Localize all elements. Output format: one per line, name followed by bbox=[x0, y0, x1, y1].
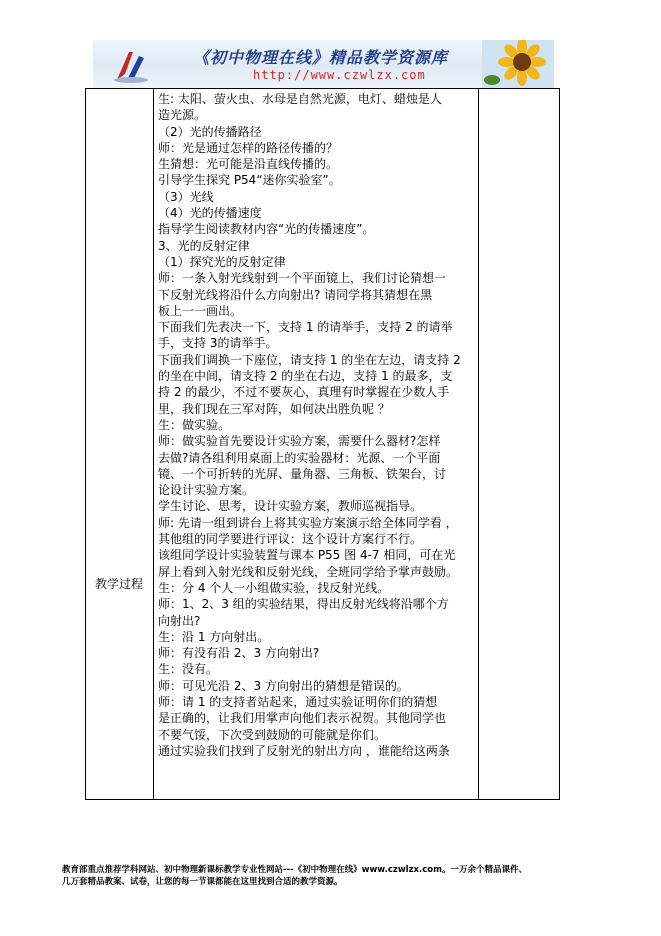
table-divider-1 bbox=[153, 88, 154, 800]
content-line: （3）光线 bbox=[158, 189, 214, 204]
page-footer bbox=[62, 864, 622, 888]
content-line: 向射出? bbox=[158, 613, 201, 628]
content-line: 引导学生探究 P54“迷你实验室”。 bbox=[158, 173, 341, 188]
content-line: 该组同学设计实验装置与课本 P55 图 4-7 相同，可在光 bbox=[158, 548, 456, 563]
content-line: 师：一条入射光线射到一个平面镜上，我们讨论猜想一 bbox=[158, 271, 447, 286]
content-line: 下面我们调换一下座位，请支持 1 的坐在左边，请支持 2 bbox=[158, 352, 461, 367]
table-divider-2 bbox=[478, 88, 479, 800]
content-line: 手，支持 3的请举手。 bbox=[158, 336, 278, 351]
content-line: 造光源。 bbox=[158, 108, 207, 123]
table-right-border bbox=[559, 88, 560, 800]
content-line: 师：有没有沿 2、3 方向射出? bbox=[158, 646, 320, 661]
content-line: 板上一一画出。 bbox=[158, 303, 243, 318]
content-line: 师：做实验首先要设计实验方案，需要什么器材?怎样 bbox=[158, 434, 441, 449]
content-line: （1）探究光的反射定律 bbox=[158, 254, 286, 269]
table-bottom-border bbox=[85, 799, 560, 800]
header-banner bbox=[93, 40, 554, 88]
content-line: 生：做实验。 bbox=[158, 417, 231, 432]
content-line: 师：可见光沿 2、3 方向射出的猜想是错误的。 bbox=[158, 678, 409, 693]
content-line: 生：沿 1 方向射出。 bbox=[158, 629, 270, 644]
table-top-border bbox=[85, 88, 560, 89]
content-line: 指导学生阅读教材内容“光的传播速度”。 bbox=[158, 222, 375, 237]
content-line: 论设计实验方案。 bbox=[158, 483, 255, 498]
footer-line-2: 几万套精品教案、试卷，让您的每一节课都能在这里找到合适的教学资源。 bbox=[62, 877, 343, 887]
banner-url: http://www.czwlzx.com bbox=[253, 68, 426, 82]
content-line: 师：请 1 的支持者站起来，通过实验证明你们的猜想 bbox=[158, 694, 438, 709]
content-line: 的坐在中间，请支持 2 的坐在右边，支持 1 的最多，支 bbox=[158, 369, 453, 384]
content-line: 通过实验我们找到了反射光的射出方向 ，谁能给这两条 bbox=[158, 743, 450, 758]
content-line: 持 2 的最少，不过不要灰心，真理有时掌握在少数人手 bbox=[158, 385, 450, 400]
content-line: 不要气馁，下次受到鼓励的可能就是你们。 bbox=[158, 727, 387, 742]
content-line: （4）光的传播速度 bbox=[158, 206, 262, 221]
content-line: 生：分 4 个人一小组做实验，找反射光线。 bbox=[158, 580, 390, 595]
table-left-border bbox=[85, 88, 86, 800]
content-line: 下反射光线将沿什么方向射出? 请同学将其猜想在黑 bbox=[158, 287, 433, 302]
row-label-teaching-process: 教学过程 bbox=[94, 577, 143, 591]
content-line: 屏上看到入射光线和反射光线，全班同学给予掌声鼓励。 bbox=[158, 564, 459, 579]
content-line: 镜、一个可折转的光屏、量角器、三角板、铁架台，讨 bbox=[158, 466, 447, 481]
content-line: 生: 太阳、萤火虫、水母是自然光源，电灯、蜡烛是人 bbox=[158, 92, 442, 106]
content-line: 学生讨论、思考，设计实验方案，教师巡视指导。 bbox=[158, 499, 423, 514]
content-line: 师: 先请一组到讲台上将其实验方案演示给全体同学看 ， bbox=[158, 515, 458, 530]
content-line: 下面我们先表决一下，支持 1 的请举手，支持 2 的请举 bbox=[158, 320, 453, 335]
logo-icon bbox=[111, 46, 151, 84]
content-line: 是正确的，让我们用掌声向他们表示祝贺。其他同学也 bbox=[158, 711, 447, 726]
content-line: 3、光的反射定律 bbox=[158, 238, 250, 253]
content-line: 生猜想：光可能是沿直线传播的。 bbox=[158, 157, 339, 172]
content-line: 去做?请各组利用桌面上的实验器材：光源、一个平面 bbox=[158, 450, 441, 465]
footer-line-1: 教育部重点推荐学科网站、初中物理新课标教学专业性网站---《初中物理在线》www.czwlzx.com。一万余个精品课件、 bbox=[62, 865, 527, 875]
lesson-content bbox=[158, 91, 478, 759]
content-line: 师：1、2、3 组的实验结果，得出反射光线将沿哪个方 bbox=[158, 597, 449, 612]
content-line: 里，我们现在三军对阵，如何决出胜负呢 ？ bbox=[158, 401, 390, 416]
content-line: 师：光是通过怎样的路径传播的？ bbox=[158, 140, 339, 155]
sunflower-icon bbox=[482, 40, 554, 88]
content-line: 生：没有。 bbox=[158, 662, 219, 677]
banner-title: 《初中物理在线》精品教学资源库 bbox=[193, 48, 449, 67]
content-line: （2）光的传播路径 bbox=[158, 124, 262, 139]
content-line: 其他组的同学要进行评议：这个设计方案行不行。 bbox=[158, 532, 423, 547]
